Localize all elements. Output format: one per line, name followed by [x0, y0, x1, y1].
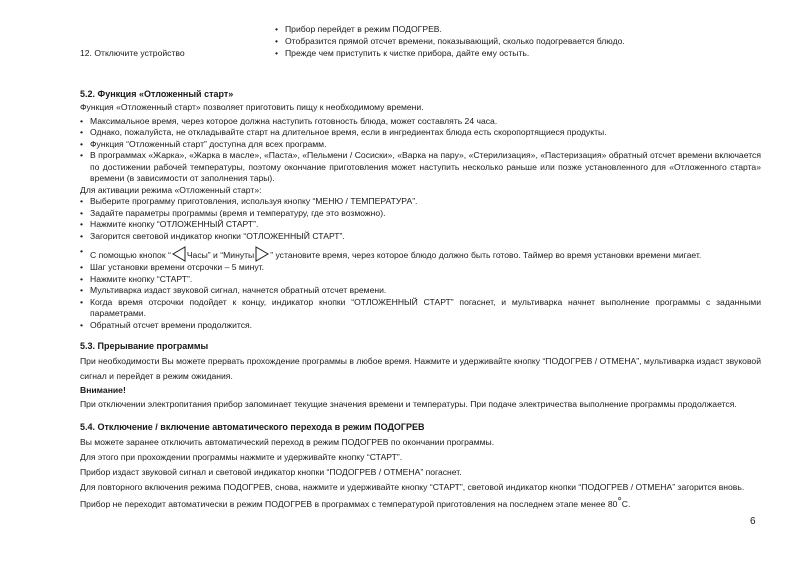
activation-steps [80, 196, 761, 331]
list-item: • Прибор перейдет в режим ПОДОГРЕВ. [275, 24, 625, 36]
paragraph: При необходимости Вы можете прервать прохождение программы в любое время. Нажмите и удерживайте кнопку “ПОДОГРЕВ / ОТМЕНА”, мультиварка издаст звуковой сигнал и перейдет в режим ожидания. [80, 356, 761, 381]
section-title: 5.2. Функция «Отложенный старт» [80, 89, 234, 99]
list-item: • В программах «Жарка», «Жарка в масле», «Паста», «Пельмени / Сосиски», «Варка на пару», «Стерилизация», «Пастеризация» обратный отсчет времени включается по достижении рабочей температуры, поэтому окончание приготовления может наступить несколько раньше или позже установленного для «Отложенного старта» времени (в зависимости от заполнения тары). [80, 150, 761, 185]
paragraph: Для активации режима «Отложенный старт»: [80, 184, 262, 195]
step-text: ” установите время, через которое блюдо должно быть готово. Таймер во время установки времени мигает. [270, 250, 702, 260]
right-arrow-icon [254, 246, 270, 262]
list-item: • Максимальное время, через которое должна наступить готовность блюда, может составлять 24 часа. [80, 116, 761, 128]
section-title: 5.3. Прерывание программы [80, 341, 209, 351]
paragraph: Прибор издаст звуковой сигнал и световой индикатор кнопки “ПОДОГРЕВ / ОТМЕНА” погаснет. [80, 467, 462, 477]
list-item: • Обратный отсчет времени продолжится. [80, 320, 761, 332]
steps-table [80, 24, 760, 60]
left-arrow-icon [171, 246, 187, 262]
list-item: • Нажмите кнопку “СТАРТ”. [80, 274, 761, 286]
step-label: 12. Отключите устройство [80, 48, 185, 58]
line-text: Прибор не переходит автоматически в режим ПОДОГРЕВ в программах с температурой приготовления на последнем этапе менее 80 [80, 499, 618, 509]
list-item: • Шаг установки времени отсрочки – 5 минут. [80, 262, 761, 274]
section-title: 5.4. Отключение / включение автоматического перехода в режим ПОДОГРЕВ [80, 422, 425, 432]
list-item: • Отобразится прямой отсчет времени, показывающий, сколько подогревается блюдо. [275, 36, 625, 48]
paragraph: Функция «Отложенный старт» позволяет приготовить пищу к необходимому времени. [80, 102, 424, 112]
paragraph: Для этого при прохождении программы нажмите и удерживайте кнопку “СТАРТ”. [80, 452, 403, 462]
list-item: • Когда время отсрочки подойдет к концу, индикатор кнопки “ОТЛОЖЕННЫЙ СТАРТ” погаснет, и мультиварка начнет выполнение программы с заданными параметрами. [80, 297, 761, 320]
page-number: 6 [750, 516, 756, 527]
list-item: • Нажмите кнопку “ОТЛОЖЕННЫЙ СТАРТ”. [80, 219, 761, 231]
feature-list [80, 116, 761, 185]
list-item: • Задайте параметры программы (время и температуру, где это возможно). [80, 208, 761, 220]
list-item: • Однако, пожалуйста, не откладывайте старт на длительное время, если в ингредиентах блюда есть скоропортящиеся продукты. [80, 127, 761, 139]
list-item: • Прежде чем приступить к чистке прибора, дайте ему остыть. [275, 48, 625, 60]
list-item: • Загорится световой индикатор кнопки “ОТЛОЖЕННЫЙ СТАРТ”. [80, 231, 761, 243]
main-content [80, 88, 761, 512]
list-item: • Мультиварка издаст звуковой сигнал, начнется обратный отсчет времени. [80, 285, 761, 297]
list-item [80, 246, 761, 262]
step-text: Часы” и “Минуты [186, 250, 255, 260]
attention-label: Внимание! [80, 385, 126, 395]
paragraph: Для повторного включения режима ПОДОГРЕВ, снова, нажмите и удерживайте кнопку “СТАРТ”, световой индикатор кнопки “ПОДОГРЕВ / ОТМЕНА” загорится вновь. [80, 482, 745, 492]
paragraph: Вы можете заранее отключить автоматический переход в режим ПОДОГРЕВ по окончании программы. [80, 437, 495, 447]
degree-symbol: ° [617, 496, 622, 508]
list-item: • Выберите программу приготовления, используя кнопку “МЕНЮ / ТЕМПЕРАТУРА”. [80, 196, 761, 208]
step-bullets [275, 24, 625, 60]
step-text: С помощью кнопок “ [90, 250, 171, 260]
table-row [80, 24, 760, 60]
paragraph [80, 495, 761, 512]
paragraph: При отключении электропитания прибор запоминает текущие значения времени и температуры. При подаче электричества выполнение программы продолжается. [80, 399, 737, 409]
unit: С. [621, 499, 631, 509]
list-item: • Функция “Отложенный старт” доступна для всех программ. [80, 139, 761, 151]
